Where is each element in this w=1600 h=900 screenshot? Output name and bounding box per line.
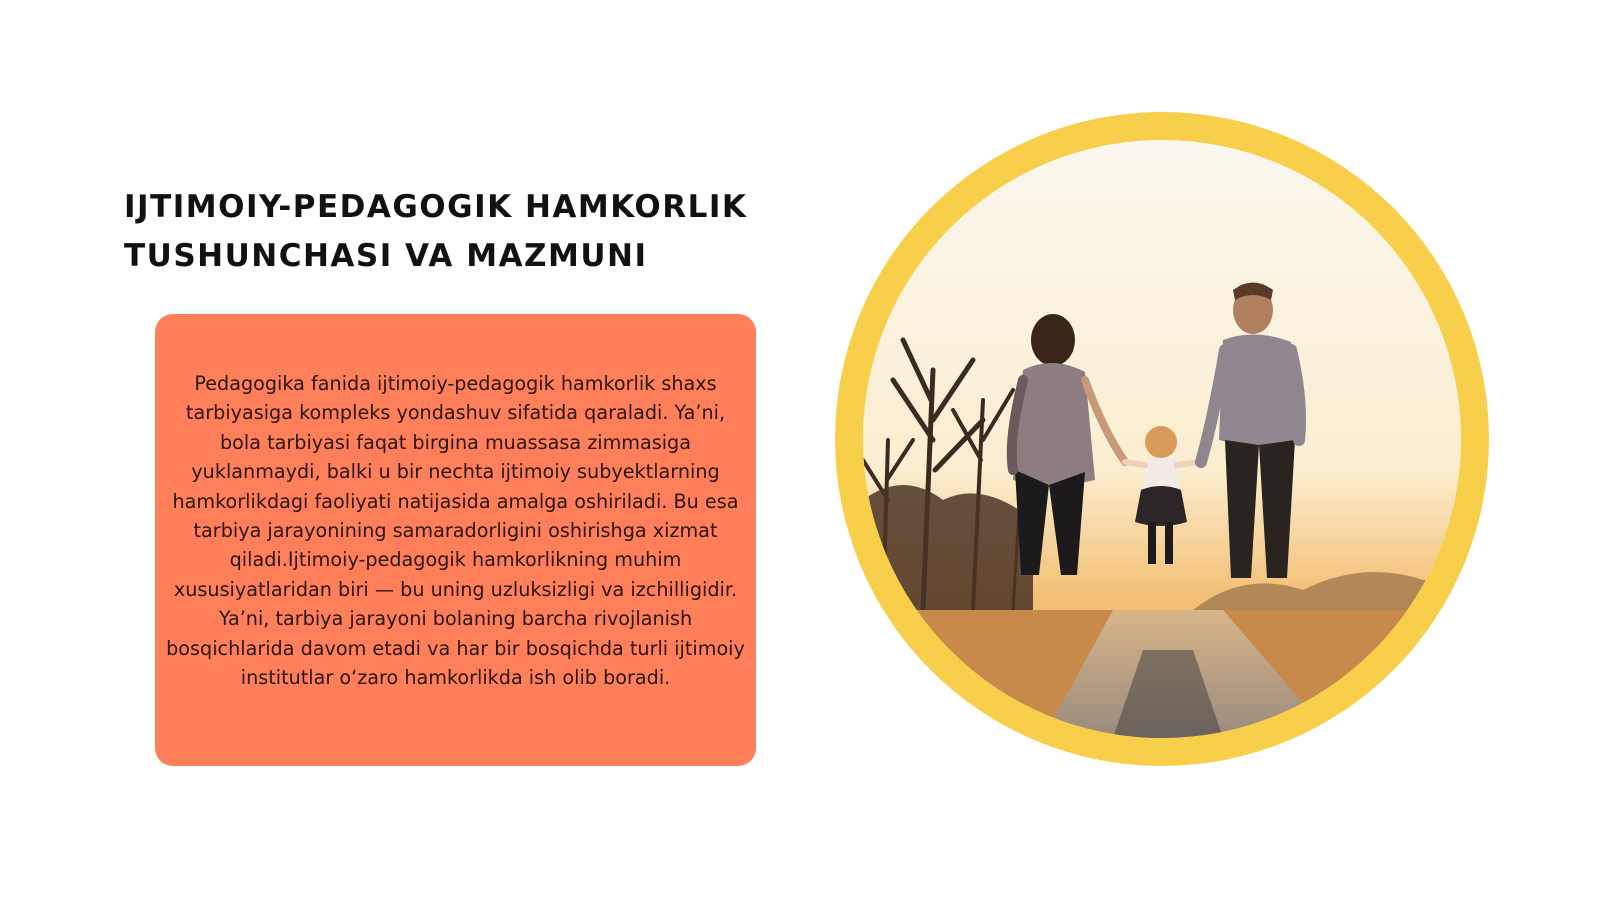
slide-title-line-1: IJTIMOIY-PEDAGOGIK HAMKORLIK: [124, 189, 748, 225]
family-photo: [863, 140, 1461, 738]
slide-title-line-2: TUSHUNCHASI VA MAZMUNI: [124, 238, 648, 274]
text-card: [155, 314, 756, 766]
photo-frame-ring: [835, 112, 1489, 766]
body-text: Pedagogika fanida ijtimoiy-pedagogik hamkorlik shaxs tarbiyasiga kompleks yondashuv sifatida qaraladi. Ya’ni, bola tarbiyasi faqat birgina muassasa zimmasiga yuklanmaydi, balki u bir nechta ijtimoiy subyektlarning hamkorlikdagi faoliyati natijasida amalga oshiriladi. Bu esa tarbiya jarayonining samaradorligini oshirishga xizmat qiladi.Ijtimoiy-pedagogik hamkorlikning muhim xususiyatlaridan biri — bu uning uzluksizligi va izchilligidir. Ya’ni, tarbiya jarayoni bolaning barcha rivojlanish bosqichlarida davom etadi va har bir bosqichda turli ijtimoiy institutlar o‘zaro hamkorlikda ish olib boradi.: [166, 372, 745, 690]
slide-title: [124, 183, 784, 281]
family-walking-illustration: [863, 140, 1461, 738]
